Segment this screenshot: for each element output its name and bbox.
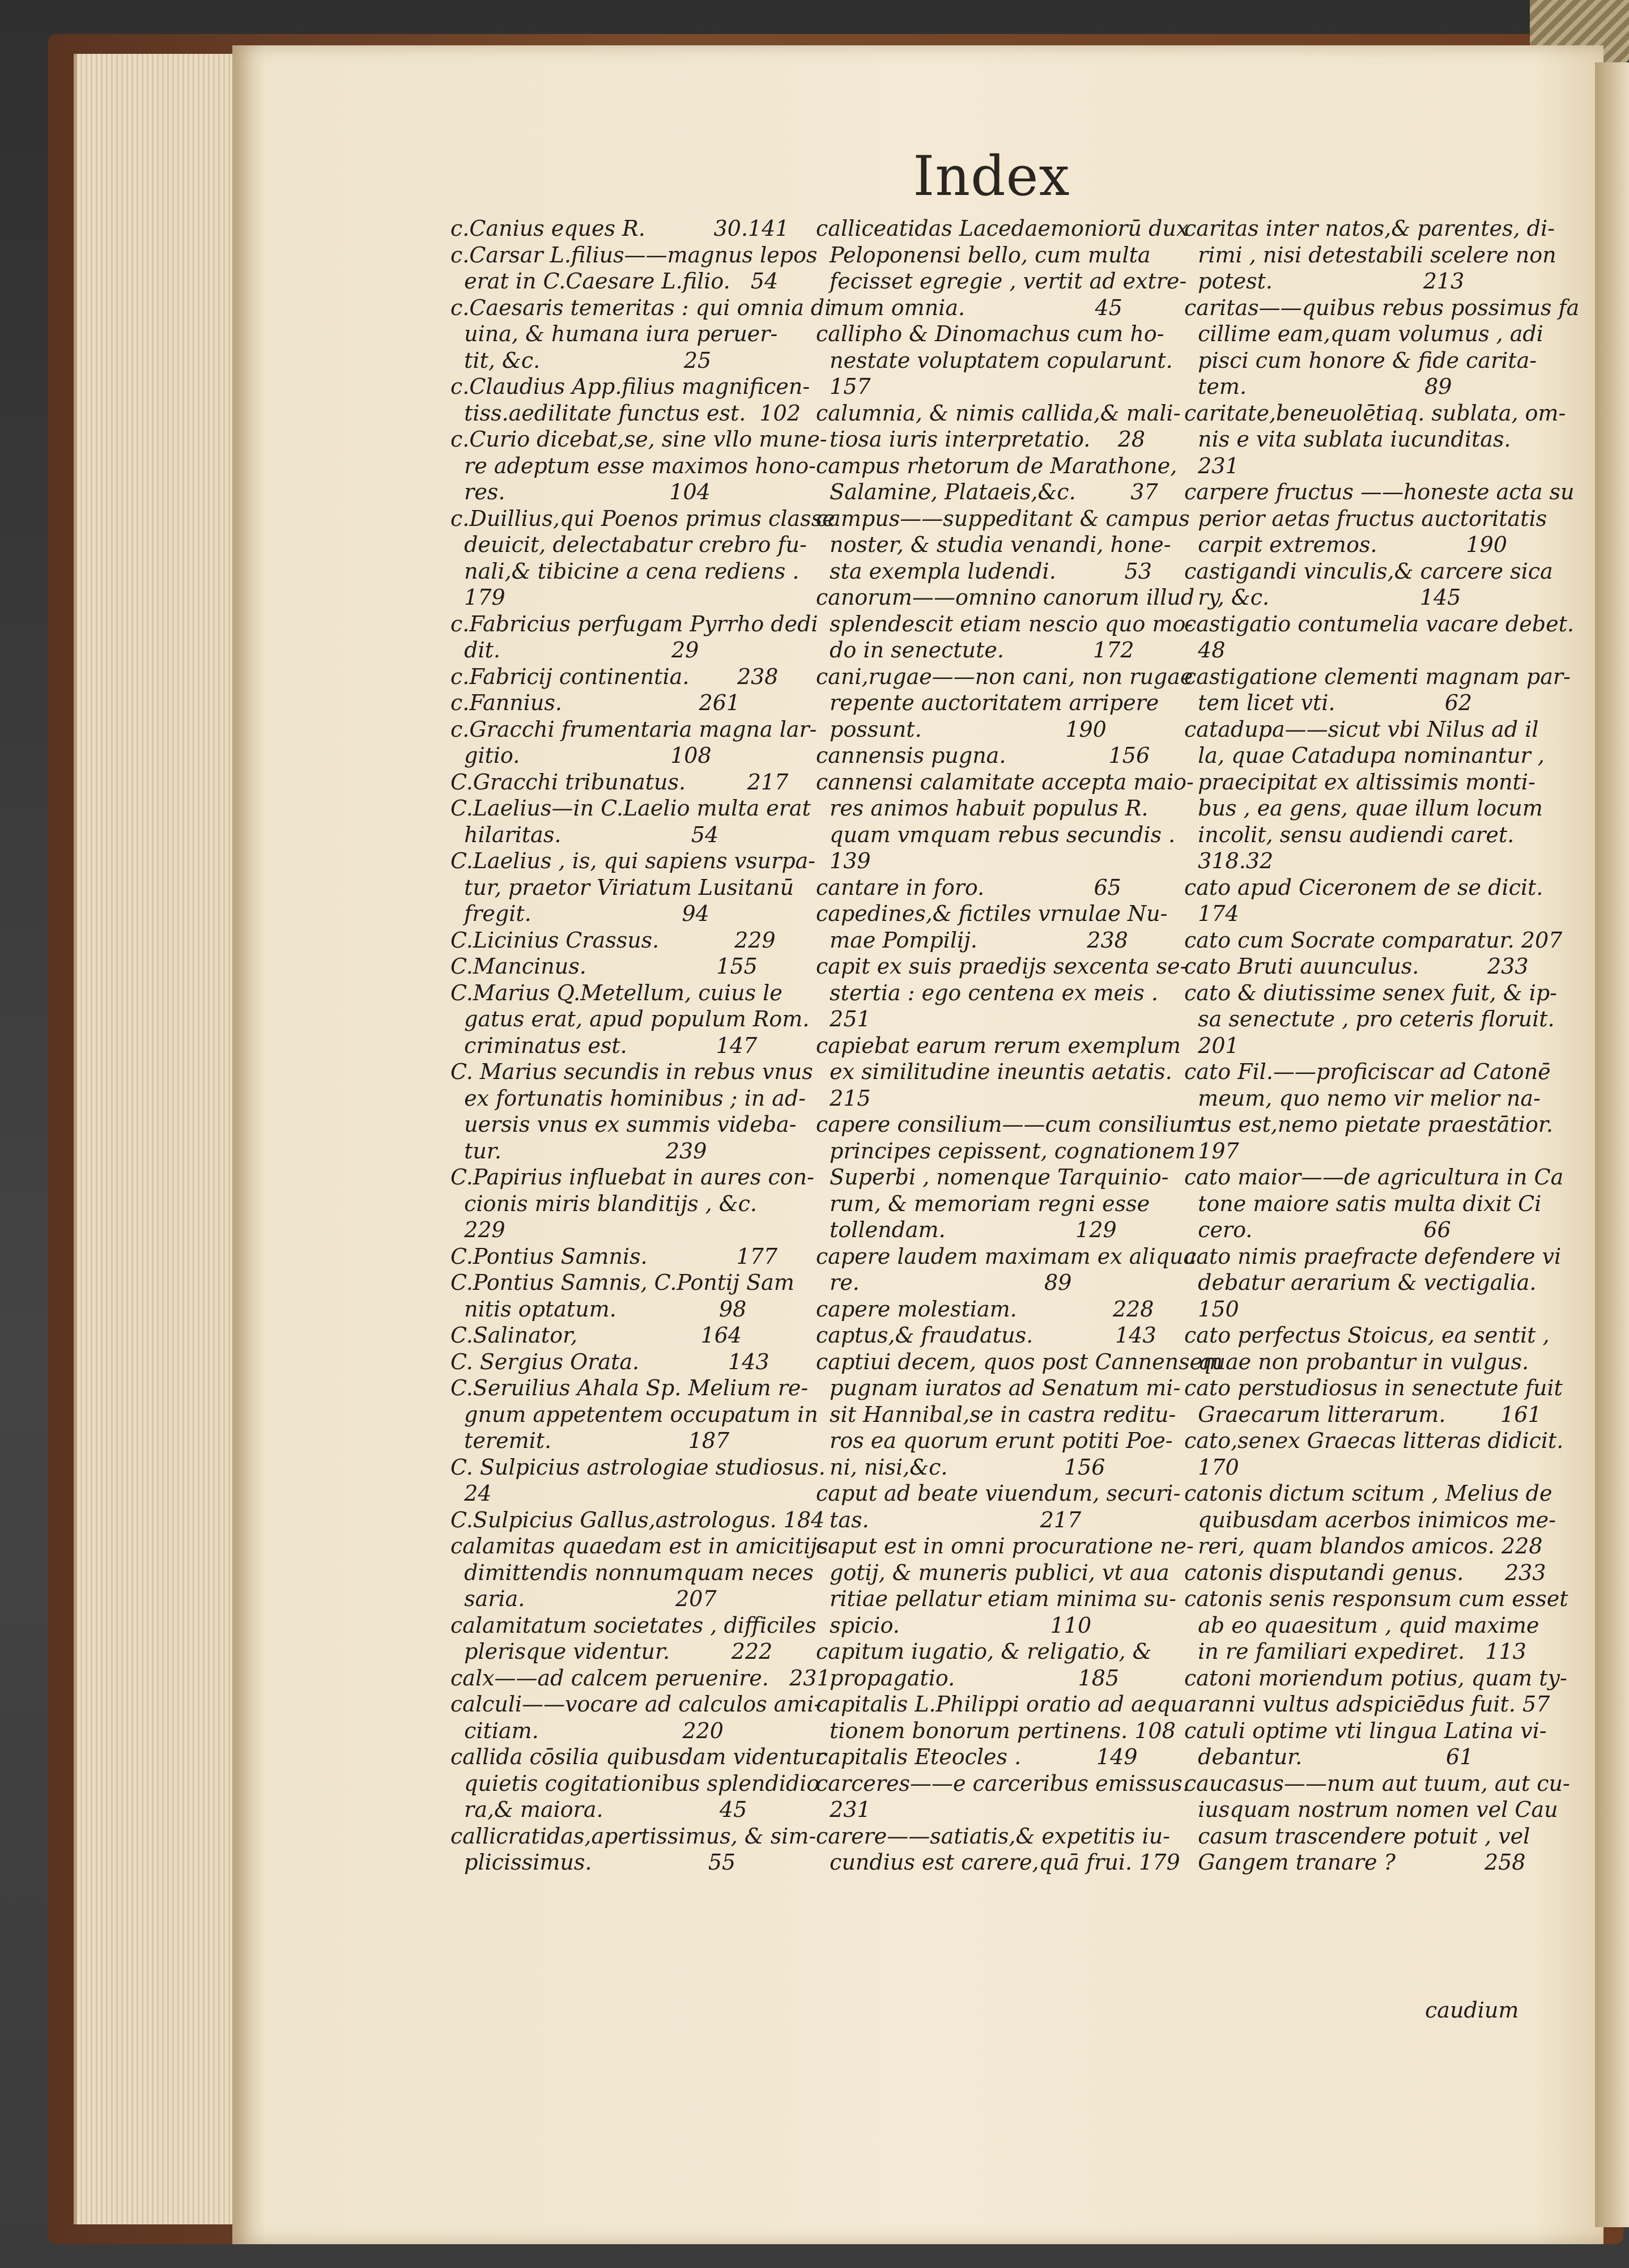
index-line: c.Duillius,qui Poenos primus classe (450, 506, 835, 531)
index-line: C.Laelius—in C.Laelio multa erat (450, 796, 811, 821)
index-line: carere——satiatis,& expetitis iu- (816, 1823, 1171, 1849)
index-line: 229 (450, 1217, 505, 1242)
index-line: calumnia, & nimis callida,& mali- (816, 400, 1181, 426)
index-line: cato cum Socrate comparatur. 207 (1184, 927, 1563, 953)
index-line: plicissimus. 55 (450, 1850, 736, 1875)
index-line: C. Sulpicius astrologiae studiosus. (450, 1454, 826, 1480)
index-line: cato apud Ciceronem de se dicit. (1184, 874, 1543, 900)
index-line: campus——suppeditant & campus (816, 506, 1190, 531)
index-line: in re familiari expediret. 113 (1184, 1639, 1526, 1664)
index-line: citiam. 220 (450, 1718, 724, 1743)
index-line: catuli optime vti lingua Latina vi- (1184, 1718, 1547, 1743)
index-line: reri, quam blandos amicos. 228 (1184, 1534, 1543, 1558)
index-line: fregit. 94 (450, 901, 709, 926)
index-line: 179 (450, 585, 505, 610)
index-line: tionem bonorum pertinens. 108 (816, 1718, 1176, 1743)
index-line: C.Salinator, 164 (450, 1323, 742, 1348)
index-line: C.Mancinus. 155 (450, 954, 758, 979)
index-line: 215 (816, 1085, 871, 1111)
index-line: saria. 207 (450, 1586, 717, 1611)
index-line: caritas inter natos,& parentes, di- (1184, 216, 1555, 241)
index-line: capere consilium——cum consilium (816, 1112, 1203, 1137)
index-line: quam vmquam rebus secundis . (816, 822, 1176, 847)
index-line: capiebat earum rerum exemplum (816, 1033, 1181, 1058)
index-line: caput ad beate viuendum, securi- (816, 1481, 1181, 1506)
index-line: ni, nisi,&c. 156 (816, 1454, 1105, 1480)
index-line: catonis dictum scitum , Melius de (1184, 1481, 1553, 1506)
index-line: meum, quo nemo vir melior na- (1184, 1085, 1541, 1111)
index-line: nis e vita sublata iucunditas. (1184, 427, 1511, 452)
index-line: ranni vultus adspiciēdus fuit. 57 (1184, 1692, 1550, 1717)
index-line: rimi , nisi detestabili scelere non (1184, 242, 1556, 267)
index-line: spicio. 110 (816, 1612, 1092, 1638)
index-line: carpere fructus ——honeste acta su (1184, 479, 1575, 504)
index-line: tiss.aedilitate functus est. 102 (450, 400, 801, 426)
index-line: debantur. 61 (1184, 1744, 1474, 1769)
index-line: pugnam iuratos ad Senatum mi- (816, 1375, 1181, 1400)
index-line: criminatus est. 147 (450, 1033, 758, 1058)
index-line: capit ex suis praedijs sexcenta se- (816, 954, 1188, 979)
index-line: catoni moriendum potius, quam ty- (1184, 1665, 1567, 1691)
index-line: tus est,nemo pietate praestātior. (1184, 1112, 1553, 1137)
index-line: dimittendis nonnumquam neces (450, 1560, 814, 1585)
index-line: praecipitat ex altissimis monti- (1184, 769, 1536, 795)
index-line: C.Pontius Samnis. 177 (450, 1243, 778, 1269)
index-line: gotij, & muneris publici, vt aua (816, 1560, 1169, 1585)
index-line: 150 (1184, 1296, 1239, 1322)
index-line: catonis disputandi genus. 233 (1184, 1560, 1546, 1585)
index-line: mae Pompilij. 238 (816, 927, 1128, 953)
index-line: 48 (1184, 638, 1226, 662)
index-line: C. Sergius Orata. 143 (450, 1349, 769, 1374)
index-line: bus , ea gens, quae illum locum (1184, 796, 1543, 821)
index-line: noster, & studia venandi, hone- (816, 532, 1171, 557)
index-line: dit. 29 (450, 638, 699, 662)
index-line: hilaritas. 54 (450, 822, 719, 847)
index-line: re. 89 (816, 1270, 1072, 1295)
index-line: castigatio contumelia vacare debet. (1184, 611, 1574, 636)
index-line: incolit, sensu audiendi caret. (1184, 822, 1515, 847)
index-line: calculi——vocare ad calculos ami- (450, 1692, 822, 1717)
index-line: sta exempla ludendi. 53 (816, 558, 1152, 584)
index-line: nestate voluptatem copularunt. (816, 347, 1173, 373)
index-line: 231 (816, 1797, 871, 1822)
catchword: caudium (1425, 1998, 1519, 2023)
index-line: c.Claudius App.filius magnificen- (450, 374, 810, 399)
index-line: re adeptum esse maximos hono- (450, 453, 816, 478)
index-line: cato & diutissime senex fuit, & ip- (1184, 980, 1558, 1005)
index-line: 24 (450, 1481, 492, 1506)
index-line: C.Licinius Crassus. 229 (450, 927, 776, 953)
index-line: capitum iugatio, & religatio, & (816, 1639, 1152, 1664)
index-line: ros ea quorum erunt potiti Poe- (816, 1428, 1173, 1453)
index-line: capere molestiam. 228 (816, 1296, 1154, 1322)
index-line: caput est in omni procuratione ne- (816, 1534, 1194, 1558)
index-line: castigatione clementi magnam par- (1184, 664, 1571, 689)
index-line: cannensis pugna. 156 (816, 743, 1150, 768)
index-line: cantare in foro. 65 (816, 874, 1121, 900)
index-line: cannensi calamitate accepta maio- (816, 769, 1194, 795)
index-line: tem. 89 (1184, 374, 1452, 399)
index-line: quietis cogitationibus splendidio (450, 1770, 820, 1796)
index-line: 197 (1184, 1138, 1239, 1163)
index-line: ritiae pellatur etiam minima su- (816, 1586, 1176, 1611)
index-line: nali,& tibicine a cena rediens . (450, 558, 799, 584)
index-line: plerisque videntur. 222 (450, 1639, 773, 1664)
index-line: castigandi vinculis,& carcere sica (1184, 558, 1553, 584)
index-line: Superbi , nomenque Tarquinio- (816, 1165, 1169, 1190)
index-line: 170 (1184, 1454, 1239, 1480)
index-line: C.Sulpicius Gallus,astrologus. 184 (450, 1507, 825, 1532)
index-line: C.Pontius Samnis, C.Pontij Sam (450, 1270, 794, 1295)
index-line: cato nimis praefracte defendere vi (1184, 1243, 1562, 1269)
page-edges (74, 54, 241, 2224)
index-line: C.Marius Q.Metellum, cuius le (450, 980, 782, 1005)
index-line: ry, &c. 145 (1184, 585, 1461, 610)
index-column-3 (1184, 215, 1580, 1876)
index-line: c.Fabricij continentia. 238 (450, 664, 779, 689)
index-line: iusquam nostrum nomen vel Cau (1184, 1797, 1558, 1822)
index-line: cero. 66 (1184, 1217, 1451, 1242)
index-line: debatur aerarium & vectigalia. (1184, 1270, 1537, 1295)
index-line: caritas——quibus rebus possimus fa (1184, 295, 1580, 320)
index-line: catonis senis responsum cum esset (1184, 1586, 1568, 1611)
index-line: tas. 217 (816, 1507, 1082, 1532)
index-line: possunt. 190 (816, 716, 1107, 742)
facing-page-edge (1595, 62, 1629, 2227)
index-line: deuicit, delectabatur crebro fu- (450, 532, 807, 557)
index-line: Peloponensi bello, cum multa (816, 242, 1151, 267)
index-line: cionis miris blanditijs , &c. (450, 1191, 757, 1216)
index-line: calliceatidas Lacedaemoniorū dux (816, 216, 1189, 241)
index-line: Graecarum litterarum. 161 (1184, 1401, 1542, 1427)
index-line: C.Papirius influebat in aures con- (450, 1165, 814, 1190)
index-line: callida cōsilia quibusdam videntur (450, 1744, 826, 1769)
index-line: ex similitudine ineuntis aetatis. (816, 1059, 1172, 1084)
index-line: cato maior——de agricultura in Ca (1184, 1165, 1564, 1190)
index-line: 201 (1184, 1033, 1239, 1058)
index-line: nitis optatum. 98 (450, 1296, 747, 1322)
index-line: c.Carsar L.filius——magnus lepos (450, 242, 818, 267)
index-line: captus,& fraudatus. 143 (816, 1323, 1156, 1348)
index-line: perior aetas fructus auctoritatis (1184, 506, 1547, 531)
index-line: cato Bruti auunculus. 233 (1184, 954, 1529, 979)
index-line: tur. 239 (450, 1138, 707, 1163)
index-line: uina, & humana iura peruer- (450, 321, 778, 346)
index-line: c.Fabricius perfugam Pyrrho dedi (450, 611, 818, 636)
index-line: tollendam. 129 (816, 1217, 1117, 1242)
index-line: carpit extremos. 190 (1184, 532, 1507, 557)
index-line: carceres——e carceribus emissus. (816, 1770, 1189, 1796)
index-line: callicratidas,apertissimus, & sim- (450, 1823, 816, 1849)
index-line: capere laudem maximam ex aliqua (816, 1243, 1197, 1269)
index-line: propagatio. 185 (816, 1665, 1120, 1691)
index-line: sit Hannibal,se in castra reditu- (816, 1401, 1176, 1427)
index-line: c.Fannius. 261 (450, 690, 741, 715)
index-line: cato perstudiosus in senectute fuit (1184, 1375, 1563, 1400)
index-line: gatus erat, apud populum Rom. (450, 1006, 810, 1031)
index-line: Gangem tranare ? 258 (1184, 1850, 1526, 1875)
index-line: C. Marius secundis in rebus vnus (450, 1059, 813, 1084)
index-line: teremit. 187 (450, 1428, 730, 1453)
index-line: capedines,& fictiles vrnulae Nu- (816, 901, 1168, 926)
index-line: res animos habuit populus R. (816, 796, 1149, 821)
index-line: cato perfectus Stoicus, ea sentit , (1184, 1323, 1550, 1348)
index-line: capitalis L.Philippi oratio ad aequa (816, 1692, 1197, 1717)
index-line: quibusdam acerbos inimicos me- (1184, 1507, 1556, 1532)
index-line: Salamine, Plataeis,&c. 37 (816, 479, 1158, 504)
index-line: cillime eam,quam volumus , adi (1184, 321, 1543, 346)
page-header: Index (913, 145, 1070, 208)
index-line: callipho & Dinomachus cum ho- (816, 321, 1164, 346)
index-line: campus rhetorum de Marathone, (816, 453, 1177, 478)
index-line: res. 104 (450, 479, 711, 504)
index-line: C.Seruilius Ahala Sp. Melium re- (450, 1375, 809, 1400)
index-line: splendescit etiam nescio quo mo- (816, 611, 1193, 636)
index-line: gnum appetentem occupatum in (450, 1401, 818, 1427)
index-line: c.Gracchi frumentaria magna lar- (450, 716, 817, 742)
index-line: tem licet vti. 62 (1184, 690, 1473, 715)
index-line: ab eo quaesitum , quid maxime (1184, 1612, 1539, 1638)
index-line: catadupa——sicut vbi Nilus ad il (1184, 716, 1539, 742)
index-line: calamitatum societates , difficiles (450, 1612, 816, 1638)
index-column-1 (450, 215, 835, 1876)
index-line: cani,rugae——non cani, non rugae (816, 664, 1193, 689)
index-line: repente auctoritatem arripere (816, 690, 1159, 715)
index-line: 251 (816, 1006, 871, 1031)
index-line: c.Curio dicebat,se, sine vllo mune- (450, 427, 827, 452)
index-line: tone maiore satis multa dixit Ci (1184, 1191, 1542, 1216)
index-line: ra,& maiora. 45 (450, 1797, 747, 1822)
index-line: principes cepissent, cognationem (816, 1138, 1196, 1163)
index-line: casum trascendere potuit , vel (1184, 1823, 1530, 1849)
index-line: fecisset egregie , vertit ad extre- (816, 269, 1187, 294)
index-line: mum omnia. 45 (816, 295, 1122, 320)
index-line: 174 (1184, 901, 1239, 926)
index-line: capitalis Eteocles . 149 (816, 1744, 1138, 1769)
index-line: potest. 213 (1184, 269, 1465, 294)
index-line: pisci cum honore & fide carita- (1184, 347, 1537, 373)
index-line: calx——ad calcem peruenire. 231 (450, 1665, 831, 1691)
index-line: sa senectute , pro ceteris floruit. (1184, 1006, 1555, 1031)
index-line: C.Gracchi tribunatus. 217 (450, 769, 789, 795)
index-line: quae non probantur in vulgus. (1184, 1349, 1529, 1374)
index-line: ex fortunatis hominibus ; in ad- (450, 1085, 806, 1111)
index-line: caucasus——num aut tuum, aut cu- (1184, 1770, 1570, 1796)
index-line: cato Fil.——proficiscar ad Catonē (1184, 1059, 1551, 1084)
index-line: tiosa iuris interpretatio. 28 (816, 427, 1146, 452)
index-line: stertia : ego centena ex meis . (816, 980, 1158, 1005)
index-line: la, quae Catadupa nominantur , (1184, 743, 1545, 768)
index-line: erat in C.Caesare L.filio. 54 (450, 269, 779, 294)
index-line: canorum——omnino canorum illud (816, 585, 1195, 610)
index-line: do in senectute. 172 (816, 638, 1134, 662)
index-line: 318.32 (1184, 848, 1274, 873)
index-line: cundius est carere,quā frui. 179 (816, 1850, 1180, 1875)
index-line: caritate,beneuolētiaq. sublata, om- (1184, 400, 1566, 426)
index-line: c.Caesaris temeritas : qui omnia di (450, 295, 832, 320)
index-line: 231 (1184, 453, 1239, 478)
index-line: tit, &c. 25 (450, 347, 712, 373)
index-line: 139 (816, 848, 871, 873)
index-line: cato,senex Graecas litteras didicit. (1184, 1428, 1564, 1453)
index-line: tur, praetor Viriatum Lusitanū (450, 874, 794, 900)
index-line: calamitas quaedam est in amicitijs (450, 1534, 828, 1558)
index-line: rum, & memoriam regni esse (816, 1191, 1150, 1216)
index-line: gitio. 108 (450, 743, 712, 768)
index-line: uersis vnus ex summis videba- (450, 1112, 797, 1137)
index-line: C.Laelius , is, qui sapiens vsurpa- (450, 848, 816, 873)
index-line: c.Canius eques R. 30.141 (450, 216, 789, 241)
index-line: 157 (816, 374, 871, 399)
index-line: captiui decem, quos post Cannensem (816, 1349, 1223, 1374)
